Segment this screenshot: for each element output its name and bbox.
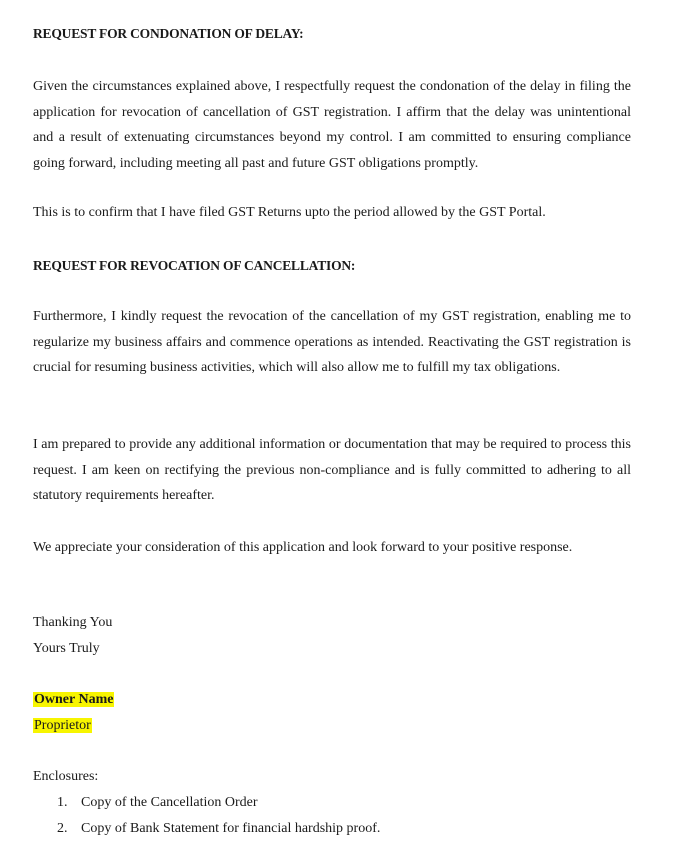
enclosure-number: 1. <box>57 795 68 810</box>
revocation-paragraph-3: We appreciate your consideration of this application and look forward to your positive response. <box>33 540 573 555</box>
revocation-paragraph-1: Furthermore, I kindly request the revocation of the cancellation of my GST registration, enabling me to regularize my business affairs and commence operations as intended. Reactivating the GST registration is crucial for resuming business activities, which will also allow me to fulfill my tax obligations. <box>33 309 631 376</box>
enclosure-text: Copy of the Cancellation Order <box>81 795 258 810</box>
closing-thanking: Thanking You <box>33 615 113 630</box>
closing-yours-truly: Yours Truly <box>33 641 100 656</box>
enclosures-label: Enclosures: <box>33 769 99 784</box>
signature-name-text: Owner Name <box>34 692 114 707</box>
signature-title <box>33 718 92 734</box>
signature-name <box>33 692 114 708</box>
enclosure-item <box>57 795 258 811</box>
enclosure-text: Copy of Bank Statement for financial hardship proof. <box>81 821 381 836</box>
confirmation-line: This is to confirm that I have filed GST Returns upto the period allowed by the GST Portal. <box>33 205 546 220</box>
enclosure-item <box>57 821 380 837</box>
signature-title-text: Proprietor <box>34 718 91 733</box>
revocation-heading: REQUEST FOR REVOCATION OF CANCELLATION: <box>33 258 356 273</box>
revocation-paragraph-2: I am prepared to provide any additional information or documentation that may be required to process this request. I am keen on rectifying the previous non-compliance and is fully committed to adhering to all statutory requirements hereafter. <box>33 437 631 504</box>
condonation-heading: REQUEST FOR CONDONATION OF DELAY: <box>33 26 304 41</box>
enclosure-number: 2. <box>57 821 68 836</box>
condonation-paragraph: Given the circumstances explained above, I respectfully request the condonation of the delay in filing the application for revocation of cancellation of GST registration. I affirm that the delay was unintentional and a result of extenuating circumstances beyond my control. I am committed to ensuring compliance going forward, including meeting all past and future GST obligations promptly. <box>33 79 631 171</box>
